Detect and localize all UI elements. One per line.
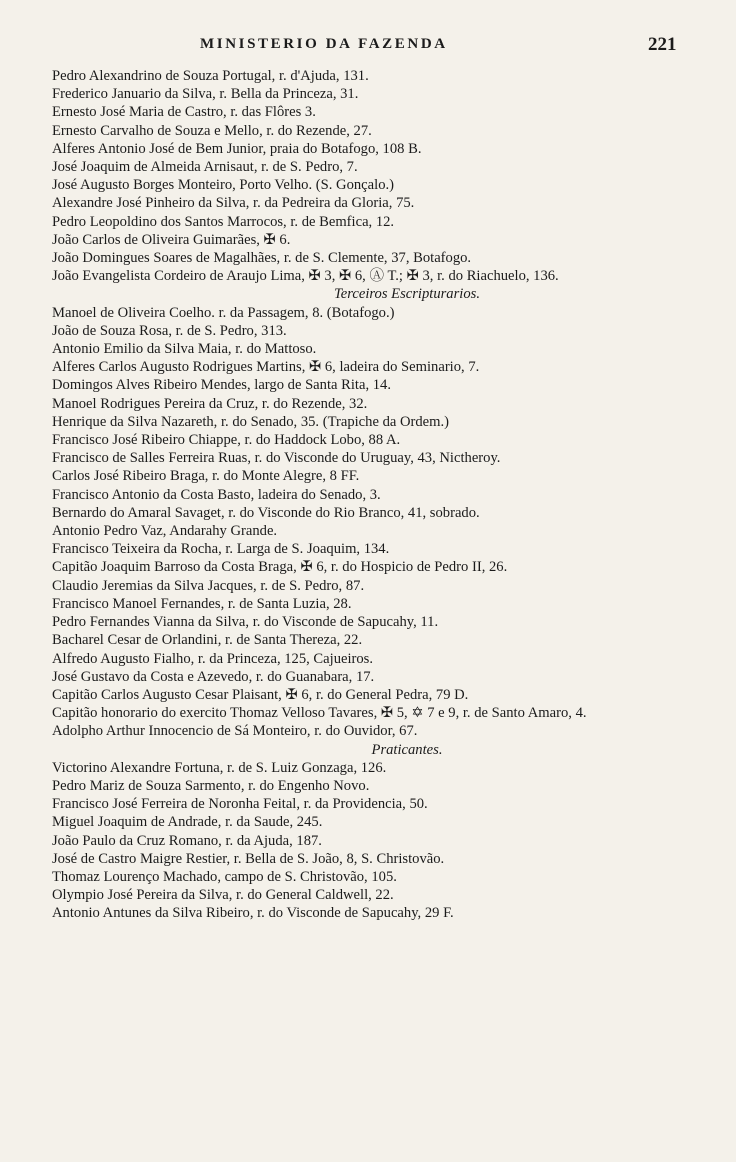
list-item: Bernardo do Amaral Savaget, r. do Visconde do Rio Branco, 41, sobrado.	[52, 504, 480, 521]
list-item: João de Souza Rosa, r. de S. Pedro, 313.	[52, 322, 287, 339]
list-item: Alexandre José Pinheiro da Silva, r. da Pedreira da Gloria, 75.	[52, 195, 415, 212]
list-item: Alfredo Augusto Fialho, r. da Princeza, 125, Cajueiros.	[52, 650, 374, 667]
list-item: Miguel Joaquim de Andrade, r. da Saude, 245.	[52, 814, 323, 831]
list-item: Henrique da Silva Nazareth, r. do Senado, 35. (Trapiche da Ordem.)	[52, 413, 450, 430]
list-item: João Paulo da Cruz Romano, r. da Ajuda, 187.	[52, 832, 322, 849]
list-item: Manoel Rodrigues Pereira da Cruz, r. do Rezende, 32.	[52, 395, 368, 412]
list-item: Francisco Manoel Fernandes, r. de Santa Luzia, 28.	[52, 595, 352, 612]
list-item: Adolpho Arthur Innocencio de Sá Monteiro, r. do Ouvidor, 67.	[52, 723, 418, 740]
list-item: Antonio Pedro Vaz, Andarahy Grande.	[52, 523, 278, 540]
page-number: 221	[648, 34, 677, 55]
list-item: Pedro Mariz de Souza Sarmento, r. do Engenho Novo.	[52, 777, 370, 794]
list-item: Frederico Januario da Silva, r. Bella da Princeza, 31.	[52, 86, 359, 103]
list-item: José de Castro Maigre Restier, r. Bella de S. João, 8, S. Christovão.	[52, 850, 445, 867]
list-item: Pedro Leopoldino dos Santos Marrocos, r. de Bemfica, 12.	[52, 213, 395, 230]
list-item: Pedro Alexandrino de Souza Portugal, r. d'Ajuda, 131.	[52, 68, 369, 84]
list-item: José Augusto Borges Monteiro, Porto Velho. (S. Gonçalo.)	[52, 177, 394, 194]
list-item: Manoel de Oliveira Coelho. r. da Passagem, 8. (Botafogo.)	[52, 304, 395, 321]
list-item: Francisco José Ferreira de Noronha Feital, r. da Providencia, 50.	[52, 796, 428, 813]
section-title-terceiros-escripturarios: Terceiros Escripturarios.	[334, 286, 480, 303]
list-item: Antonio Antunes da Silva Ribeiro, r. do Visconde de Sapucahy, 29 F.	[52, 905, 454, 922]
entry-list-escripturarios	[52, 67, 692, 285]
list-item: Francisco José Ribeiro Chiappe, r. do Haddock Lobo, 88 A.	[52, 432, 401, 449]
list-item: Francisco de Salles Ferreira Ruas, r. do Visconde do Uruguay, 43, Nictheroy.	[52, 450, 501, 467]
list-item: Pedro Fernandes Vianna da Silva, r. do Visconde de Sapucahy, 11.	[52, 614, 439, 631]
list-item: Bacharel Cesar de Orlandini, r. de Santa Thereza, 22.	[52, 632, 363, 649]
list-item: Claudio Jeremias da Silva Jacques, r. de S. Pedro, 87.	[52, 577, 365, 594]
entry-list-praticantes	[52, 759, 692, 923]
list-item: Capitão Carlos Augusto Cesar Plaisant, ✠ 6, r. do General Pedra, 79 D.	[52, 686, 469, 703]
list-item: João Evangelista Cordeiro de Araujo Lima, ✠ 3, ✠ 6, Ⓐ T.; ✠ 3, r. do Riachuelo, 136.	[52, 268, 559, 285]
list-item: Capitão Joaquim Barroso da Costa Braga, ✠ 6, r. do Hospicio de Pedro II, 26.	[52, 559, 508, 576]
list-item: José Joaquim de Almeida Arnisaut, r. de S. Pedro, 7.	[52, 159, 358, 176]
list-item: Francisco Teixeira da Rocha, r. Larga de S. Joaquim, 134.	[52, 541, 390, 558]
list-item: João Carlos de Oliveira Guimarães, ✠ 6.	[52, 231, 291, 248]
page-header	[0, 36, 736, 66]
list-item: Alferes Carlos Augusto Rodrigues Martins, ✠ 6, ladeira do Seminario, 7.	[52, 359, 480, 376]
list-item: Carlos José Ribeiro Braga, r. do Monte Alegre, 8 FF.	[52, 468, 360, 485]
page-content	[52, 67, 692, 923]
list-item: Antonio Emilio da Silva Maia, r. do Mattoso.	[52, 341, 317, 358]
section-title-praticantes: Praticantes.	[371, 741, 443, 758]
running-title: MINISTERIO DA FAZENDA	[200, 36, 448, 52]
list-item: Victorino Alexandre Fortuna, r. de S. Luiz Gonzaga, 126.	[52, 759, 387, 776]
list-item: Domingos Alves Ribeiro Mendes, largo de Santa Rita, 14.	[52, 377, 391, 394]
list-item: Ernesto Carvalho de Souza e Mello, r. do Rezende, 27.	[52, 122, 372, 139]
list-item: Capitão honorario do exercito Thomaz Velloso Tavares, ✠ 5, ✡ 7 e 9, r. de Santo Amaro, 4.	[52, 705, 587, 722]
list-item: José Gustavo da Costa e Azevedo, r. do Guanabara, 17.	[52, 668, 375, 685]
list-item: Olympio José Pereira da Silva, r. do General Caldwell, 22.	[52, 887, 394, 904]
list-item: João Domingues Soares de Magalhães, r. de S. Clemente, 37, Botafogo.	[52, 250, 472, 267]
list-item: Ernesto José Maria de Castro, r. das Flôres 3.	[52, 104, 316, 121]
list-item: Francisco Antonio da Costa Basto, ladeira do Senado, 3.	[52, 486, 381, 503]
list-item: Alferes Antonio José de Bem Junior, praia do Botafogo, 108 B.	[52, 140, 422, 157]
entry-list-terceiros-escripturarios	[52, 304, 692, 741]
list-item: Thomaz Lourenço Machado, campo de S. Christovão, 105.	[52, 868, 397, 885]
